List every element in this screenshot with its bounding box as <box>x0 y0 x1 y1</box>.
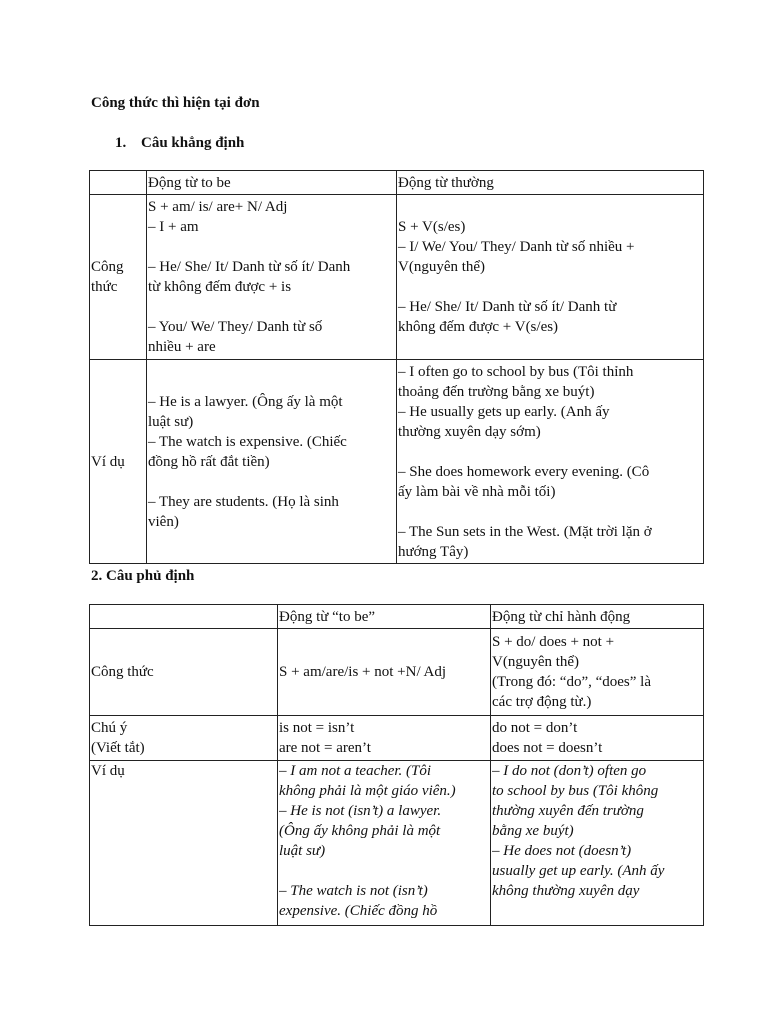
example-verb-cell <box>397 360 704 564</box>
row-label-note <box>90 716 278 761</box>
cell-line: are not = aren’t <box>279 740 371 756</box>
table-header-cell: Động từ chỉ hành động <box>491 605 704 629</box>
cell-line: thức <box>91 279 118 295</box>
cell-line: Chú ý <box>91 720 128 736</box>
table-row <box>90 195 704 360</box>
table-header-row <box>90 171 704 195</box>
cell-line <box>279 861 489 881</box>
formula-tobe-cell: S + am/are/is + not +N/ Adj <box>278 629 491 716</box>
section2-heading: 2. Câu phủ định <box>91 568 195 584</box>
section1-heading <box>115 133 244 153</box>
table-row <box>90 716 704 761</box>
cell-line: – The watch is expensive. (Chiếc <box>148 433 347 450</box>
example-verb-lines <box>492 761 702 925</box>
cell-line: không phải là một giáo viên.) <box>279 783 456 799</box>
table-header-row <box>90 605 704 629</box>
cell-line: V(nguyên thể) <box>492 654 580 670</box>
cell-line: – He does not (doesn’t) <box>492 843 632 859</box>
cell-line: – He usually gets up early. (Anh ấy <box>398 403 610 420</box>
cell-line: (Viết tắt) <box>91 740 145 756</box>
cell-line: – The watch is not (isn’t) <box>279 883 428 899</box>
row-label-example: Ví dụ <box>90 761 278 926</box>
cell-line <box>398 502 702 522</box>
cell-line: thoảng đến trường bằng xe buýt) <box>398 383 595 400</box>
section1-heading-text: Câu khẳng định <box>141 135 245 151</box>
note-verb-cell <box>491 716 704 761</box>
cell-line: S + do/ does + not + <box>492 634 615 650</box>
table-header-cell <box>90 605 278 629</box>
cell-line: usually get up early. (Anh ấy <box>492 863 665 879</box>
cell-line: nhiều + are <box>148 339 216 355</box>
row-label-formula: Công thức <box>90 629 278 716</box>
table-header-cell: Động từ thường <box>397 171 704 195</box>
formula-verb-cell <box>491 629 704 716</box>
cell-line: – They are students. (Họ là sinh <box>148 493 339 510</box>
formula-verb-cell <box>397 195 704 360</box>
row-label-formula <box>90 195 147 360</box>
page-title: Công thức thì hiện tại đơn <box>91 95 260 111</box>
cell-line: bằng xe buýt) <box>492 823 574 839</box>
example-tobe-cell <box>278 761 491 926</box>
table-header-cell: Động từ “to be” <box>278 605 491 629</box>
row-label-example: Ví dụ <box>90 360 147 564</box>
cell-line: do not = don’t <box>492 720 578 736</box>
cell-line: ấy làm bài về nhà mỗi tối) <box>398 483 556 500</box>
cell-line: viên) <box>148 513 179 530</box>
cell-line: – He is a lawyer. (Ông ấy là một <box>148 393 343 410</box>
cell-line: to school by bus (Tôi không <box>492 783 659 799</box>
cell-line: – He/ She/ It/ Danh từ số ít/ Danh <box>148 259 351 275</box>
cell-line: – You/ We/ They/ Danh từ số <box>148 319 323 335</box>
cell-line: hướng Tây) <box>398 543 469 560</box>
table-row <box>90 761 704 926</box>
cell-line: (Ông ấy không phải là một <box>279 823 441 839</box>
section1-number: 1. <box>115 135 127 151</box>
cell-line: – I am not a teacher. (Tôi <box>279 763 432 779</box>
cell-line: – I often go to school by bus (Tôi thỉnh <box>398 363 634 380</box>
formula-tobe-cell <box>147 195 397 360</box>
cell-line: Công <box>91 259 124 275</box>
cell-line: – She does homework every evening. (Cô <box>398 463 650 480</box>
cell-line: không đếm được + V(s/es) <box>398 319 559 335</box>
cell-line: đồng hồ rất đắt tiền) <box>148 453 270 470</box>
cell-line: (Trong đó: “do”, “does” là <box>492 674 651 690</box>
cell-line: – The Sun sets in the West. (Mặt trời lặn ở <box>398 523 652 540</box>
cell-line <box>148 472 395 492</box>
cell-line: expensive. (Chiếc đồng hồ <box>279 903 438 919</box>
cell-line <box>148 237 395 257</box>
example-verb-cell <box>491 761 704 926</box>
affirmative-table <box>89 170 704 564</box>
cell-line: S + V(s/es) <box>398 219 466 235</box>
cell-line: is not = isn’t <box>279 720 355 736</box>
cell-line <box>398 277 702 297</box>
cell-line: – I/ We/ You/ They/ Danh từ số nhiều + <box>398 239 635 255</box>
cell-line: luật sư) <box>148 413 194 430</box>
cell-line: V(nguyên thể) <box>398 259 486 275</box>
note-tobe-cell <box>278 716 491 761</box>
table-header-cell <box>90 171 147 195</box>
table-row <box>90 360 704 564</box>
cell-line: does not = doesn’t <box>492 740 603 756</box>
cell-line: luật sư) <box>279 843 326 859</box>
cell-line <box>398 442 702 462</box>
cell-line: – He is not (isn’t) a lawyer. <box>279 803 442 819</box>
example-tobe-cell <box>147 360 397 564</box>
cell-line: S + am/ is/ are+ N/ Adj <box>148 199 288 215</box>
table-header-cell: Động từ to be <box>147 171 397 195</box>
negative-table <box>89 604 704 926</box>
cell-line: không thường xuyên dạy <box>492 883 640 899</box>
cell-line <box>148 297 395 317</box>
table-row <box>90 629 704 716</box>
cell-line: thường xuyên dạy sớm) <box>398 423 541 440</box>
cell-line: thường xuyên đến trường <box>492 803 644 819</box>
cell-line: – He/ She/ It/ Danh từ số ít/ Danh từ <box>398 299 617 315</box>
cell-line: – I + am <box>148 219 199 235</box>
cell-line: các trợ động từ.) <box>492 694 592 710</box>
cell-line: từ không đếm được + is <box>148 279 292 295</box>
example-tobe-lines <box>279 761 489 925</box>
cell-line: – I do not (don’t) often go <box>492 763 647 779</box>
